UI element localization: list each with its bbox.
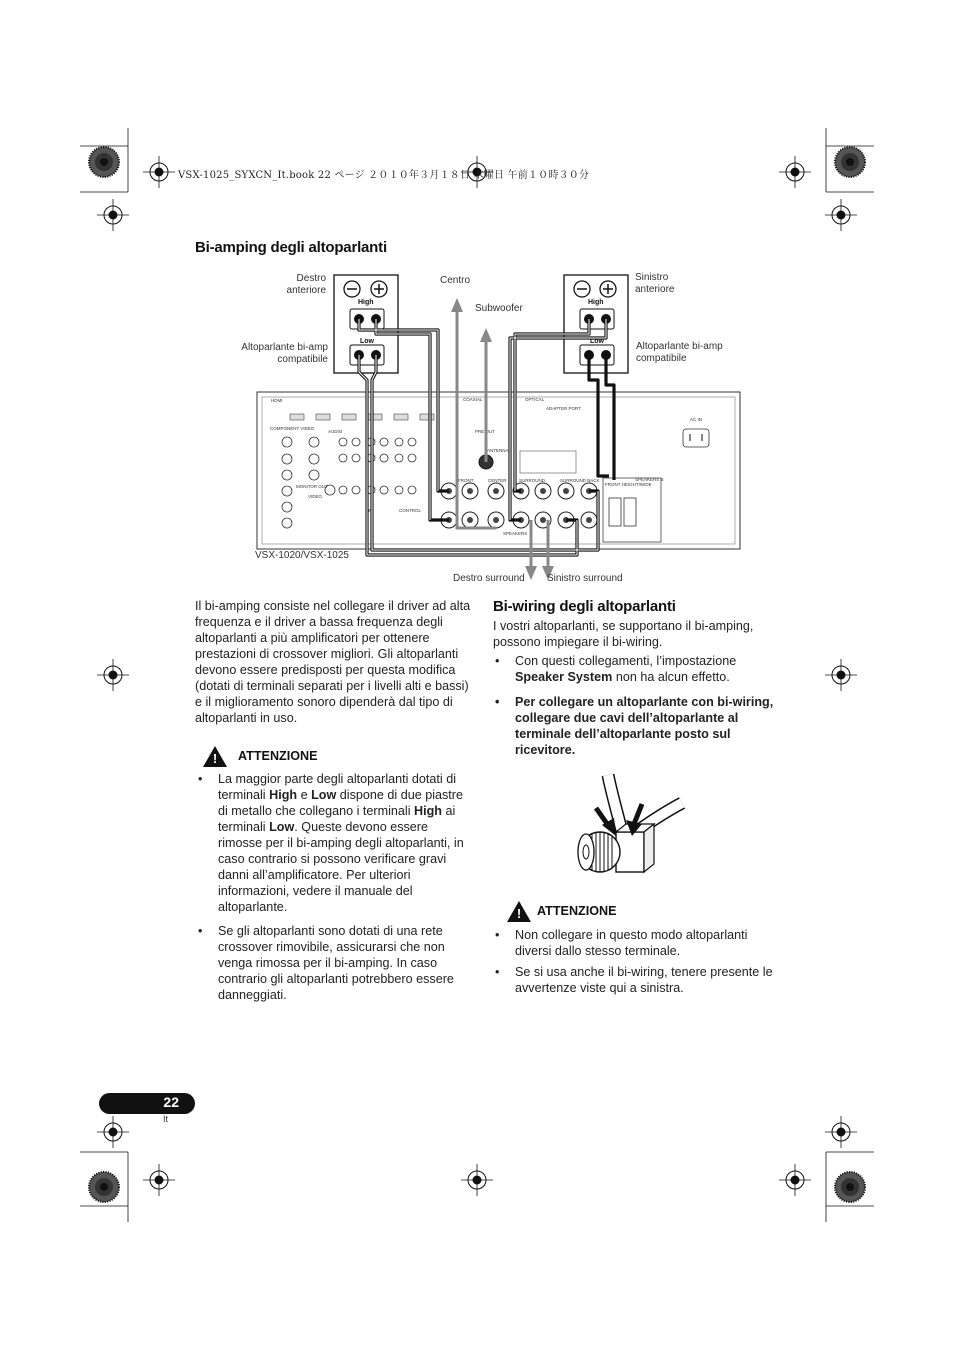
label-right-surround: Destro surround [453, 573, 525, 584]
label-left-biamp: Altoparlante bi-amp compatibile [636, 341, 723, 364]
panel-video: VIDEO [308, 494, 323, 499]
biwiring-list [493, 653, 773, 690]
panel-audio: AUDIO [328, 429, 343, 434]
language-code: It [163, 1114, 169, 1124]
left-high-label: High [588, 299, 604, 306]
panel-optical: OPTICAL [525, 397, 545, 402]
panel-coaxial: COAXIAL [463, 397, 483, 402]
label-left-surround: Sinistro surround [547, 573, 623, 584]
right-low-label: Low [360, 338, 374, 345]
panel-pre-out: PRE OUT [475, 429, 496, 434]
warning-title-left: ATTENZIONE [238, 749, 318, 763]
biwiring-item-1: • Con questi collegamenti, l’impostazione Speaker System non ha alcun effetto. [493, 653, 773, 685]
panel-adapter-port: ADAPTER PORT [546, 406, 581, 411]
biwiring-intro: I vostri altoparlanti, se supportano il bi-amping, possono impiegare il bi-wiring. [493, 619, 754, 649]
left-front-speaker [564, 275, 628, 373]
biamp-wiring-diagram [225, 268, 750, 598]
label-right-front: Destro anteriore [286, 273, 326, 296]
warning-item-2: • Se gli altoparlanti sono dotati di una rete crossover rimovibile, assicurarsi che non venga rimossa per il bi-amping. In caso contrario gli altoparlanti potrebbero essere danneggiati. [196, 923, 472, 1003]
warning-item-1: • La maggior parte degli altoparlanti dotati di terminali High e Low dispone di due piastre di metallo che collegano i terminali High ai terminali Low. Queste devono essere rimosse per il bi-amping degli altoparlanti, in caso contrario si possono verificare gravi danni all’amplificatore. Per ulteriori informazioni, vedere il manuale del altoparlante. [196, 771, 472, 915]
panel-front: FRONT [458, 478, 474, 483]
panel-control: CONTROL [399, 508, 422, 513]
warning-list-right [493, 927, 773, 1001]
panel-component-video: COMPONENT VIDEO [270, 426, 315, 431]
panel-ac-in: AC IN [690, 417, 703, 422]
biamp-description: Il bi-amping consiste nel collegare il driver ad alta frequenza e il driver a bassa frequenza degli altoparlanti a più amplificatori per ottenere prestazioni di crossover migliori. Gli altoparlanti devono essere predisposti per questa modifica (dotati di terminali separati per i livelli alti e bassi) e il miglioramento sonoro dipenderà dal tipo di altoparlanti in uso. [195, 599, 471, 725]
biwire-terminal-illustration [570, 770, 690, 885]
panel-speakers: SPEAKERS [503, 531, 528, 536]
panel-surround-back: SURROUND BACK [560, 478, 600, 483]
panel-monitor-out: MONITOR OUT [296, 484, 328, 489]
panel-antenna: ANTENNA [487, 448, 509, 453]
warning-right-item-1: • Non collegare in questo modo altoparlanti diversi dallo stesso terminale. [493, 927, 773, 959]
panel-center: CENTER [488, 478, 507, 483]
label-model: VSX-1020/VSX-1025 [255, 550, 349, 561]
left-low-label: Low [590, 338, 604, 345]
warning-list-left [196, 771, 472, 1008]
label-right-biamp: Altoparlante bi-amp compatibile [241, 342, 328, 365]
label-subwoofer: Subwoofer [475, 303, 523, 314]
section-title-biamping: Bi-amping degli altoparlanti [195, 239, 387, 256]
warning-title-right: ATTENZIONE [537, 904, 617, 918]
right-high-label: High [358, 299, 374, 306]
panel-hdmi: HDMI [271, 398, 283, 403]
right-front-speaker [334, 275, 398, 373]
page-number: 22 [163, 1094, 179, 1110]
panel-surround: SURROUND [519, 478, 546, 483]
section-title-biwiring: Bi-wiring degli altoparlanti [493, 598, 676, 615]
label-left-front: Sinistro anteriore [635, 272, 675, 295]
warning-right-item-2: • Se si usa anche il bi-wiring, tenere presente le avvertenze viste qui a sinistra. [493, 964, 773, 996]
panel-front-height: FRONT HEIGHT/WIDE [605, 482, 652, 487]
book-header: VSX-1025_SYXCN_It.book 22 ページ ２０１０年３月１８日 木曜日 午前１０時３０分 [178, 170, 590, 181]
panel-speakers-b: SPEAKERS B [635, 477, 664, 482]
label-center: Centro [440, 275, 471, 286]
biwiring-instruction: • Per collegare un altoparlante con bi-wiring, collegare due cavi dell’altoparlante al terminale dell’altoparlante posto sul ricevitore. [493, 694, 775, 763]
panel-ir: IR [368, 508, 373, 513]
page-number-badge [99, 1093, 195, 1114]
